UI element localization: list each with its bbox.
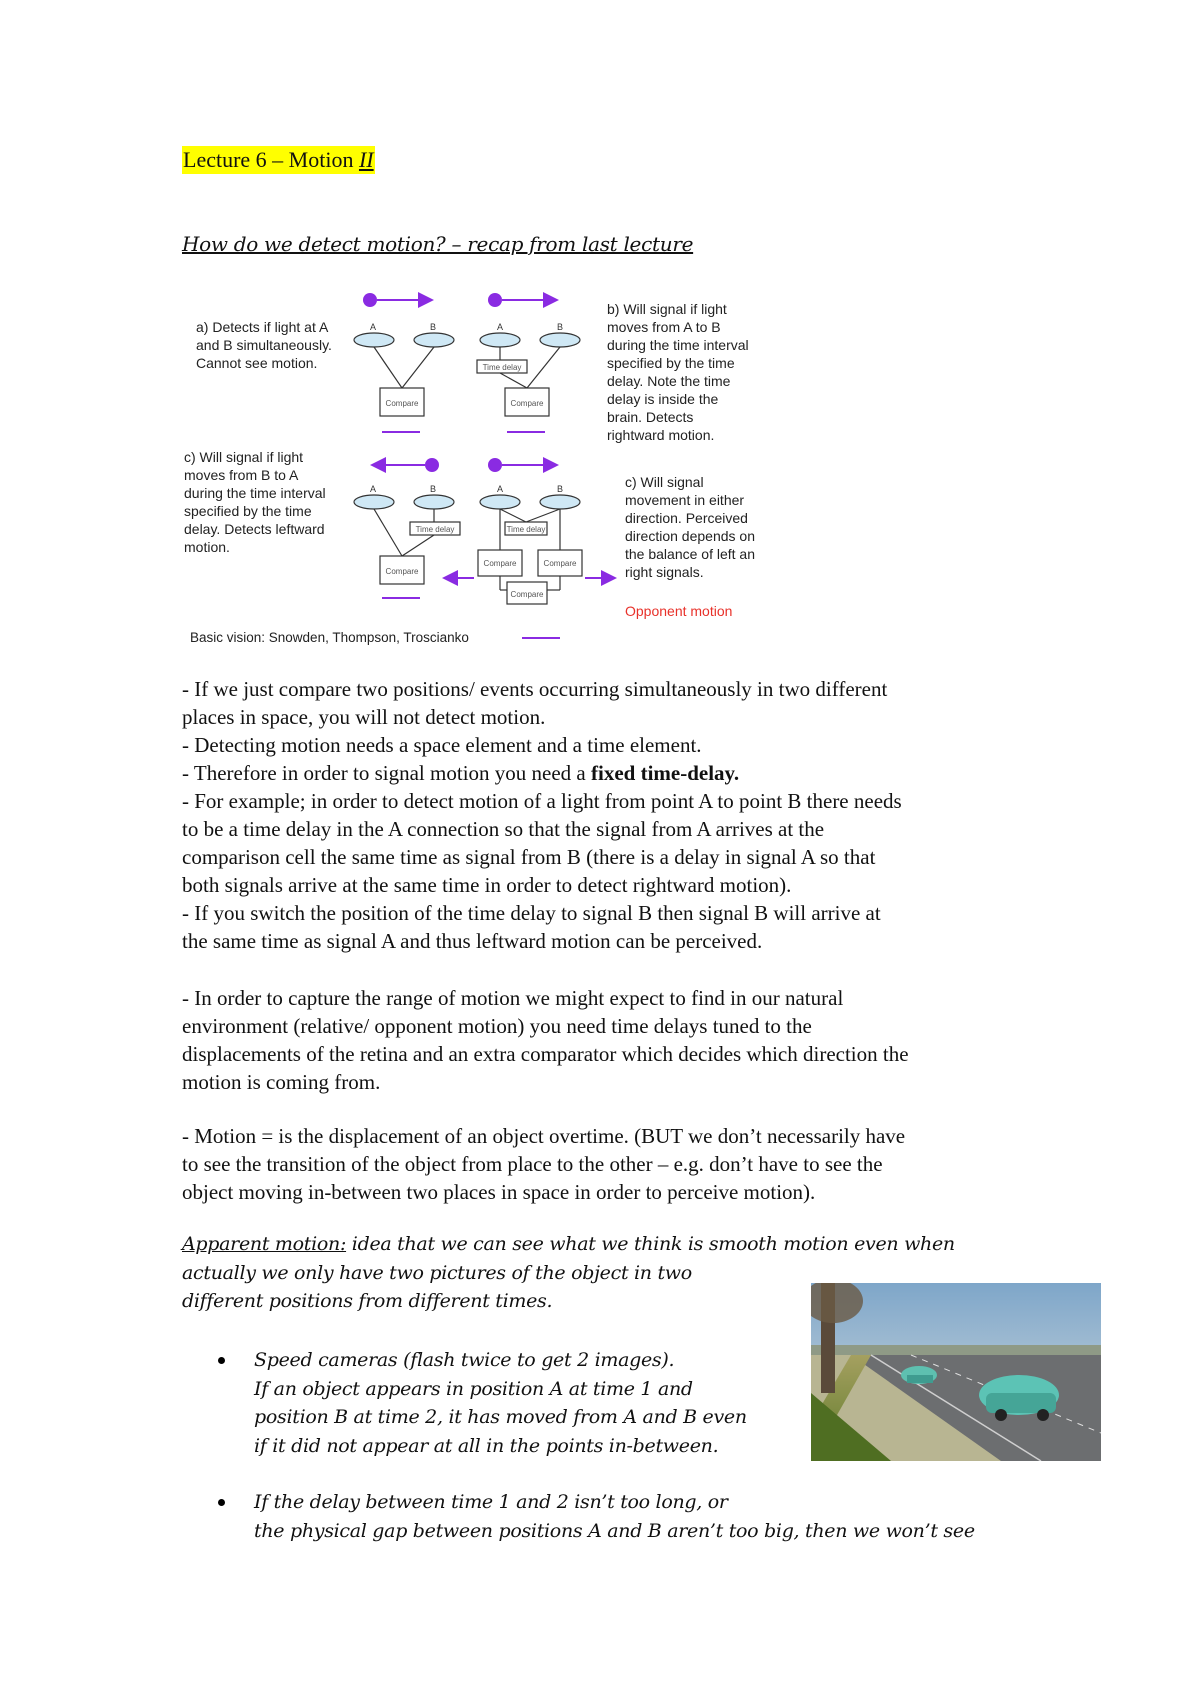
panel-a — [354, 293, 454, 432]
svg-text:Compare: Compare — [543, 559, 577, 568]
opponent-motion-label: Opponent motion — [625, 603, 733, 619]
svg-text:A: A — [369, 484, 377, 494]
road-photo — [811, 1283, 1101, 1461]
bullet-icon — [218, 1499, 225, 1506]
bullet-icon — [218, 1357, 225, 1364]
fixed-time-delay-line: - Therefore in order to signal motion you need a fixed time-delay. — [182, 761, 740, 785]
svg-text:B: B — [556, 484, 564, 494]
svg-text:Compare: Compare — [510, 590, 544, 599]
caption-b: b) Will signal if light moves from A to B during the time interval specified by the time delay. Note the time delay is inside the brain. Detects rightward motion. — [607, 301, 749, 443]
caption-a: a) Detects if light at A and B simultaneously. Cannot see motion. — [196, 319, 332, 371]
list-item: Speed cameras (flash twice to get 2 images). If an object appears in position A at time 1 and position B at time 2, it has moved from A and B even if it did not appear at all in the points in-between. — [182, 1346, 1042, 1460]
body-paragraph-2: - In order to capture the range of motion we might expect to find in our natural environment (relative/ opponent motion) you need time delays tuned to the displacements of the retina and an extra comparator which decides which direction the motion is coming from. — [182, 986, 909, 1094]
lecture-title: Lecture 6 – Motion II — [183, 147, 374, 172]
svg-text:Time delay: Time delay — [506, 525, 546, 534]
svg-text:Compare: Compare — [385, 567, 419, 576]
svg-text:B: B — [556, 322, 564, 332]
svg-text:A: A — [496, 322, 504, 332]
svg-text:A: A — [496, 484, 504, 494]
svg-text:Compare: Compare — [510, 399, 544, 408]
svg-text:A: A — [369, 322, 377, 332]
svg-text:B: B — [429, 322, 437, 332]
apparent-motion-paragraph: Apparent motion: idea that we can see what we think is smooth motion even when actually we only have two pictures of the object in two different positions from different times. — [182, 1233, 955, 1312]
svg-text:Compare: Compare — [483, 559, 517, 568]
body-paragraph-3: - Motion = is the displacement of an object overtime. (BUT we don’t necessarily have to see the transition of the object from place to the other – e.g. don’t have to see the object moving in-between two places in space in order to perceive motion). — [182, 1124, 906, 1204]
apparent-motion-term: Apparent motion: — [182, 1233, 347, 1255]
motion-detector-diagram — [182, 280, 782, 655]
svg-text:Time delay: Time delay — [482, 363, 522, 372]
section-subheading: How do we detect motion? – recap from last lecture — [182, 232, 694, 256]
svg-text:B: B — [429, 484, 437, 494]
figure-source: Basic vision: Snowden, Thompson, Troscianko — [190, 630, 469, 645]
caption-d: c) Will signal movement in either direction. Perceived direction depends on the balance of left an right signals. — [625, 474, 755, 580]
caption-c: c) Will signal if light moves from B to A during the time interval specified by the time delay. Detects leftward motion. — [184, 449, 326, 555]
svg-text:Compare: Compare — [385, 399, 419, 408]
list-item: If the delay between time 1 and 2 isn’t too long, or the physical gap between positions A and B aren’t too big, then we won’t see — [182, 1488, 1042, 1545]
svg-text:Time delay: Time delay — [415, 525, 455, 534]
body-paragraph-1: - If we just compare two positions/ events occurring simultaneously in two different places in space, you will not detect motion. - Detecting motion needs a space element and a time element. - Therefore in order to signal motion you need a fixed time-delay. - For example; in order to detect motion of a light from point A to point B there needs to be a time delay in the A connection so that the signal from A arrives at the comparison cell the same time as signal from B (there is a delay in signal A so that both signals arrive at the same time in order to detect rightward motion). - If you switch the position of the time delay to signal B then signal B will arrive at the same time as signal A and thus leftward motion can be perceived. — [182, 675, 1042, 955]
